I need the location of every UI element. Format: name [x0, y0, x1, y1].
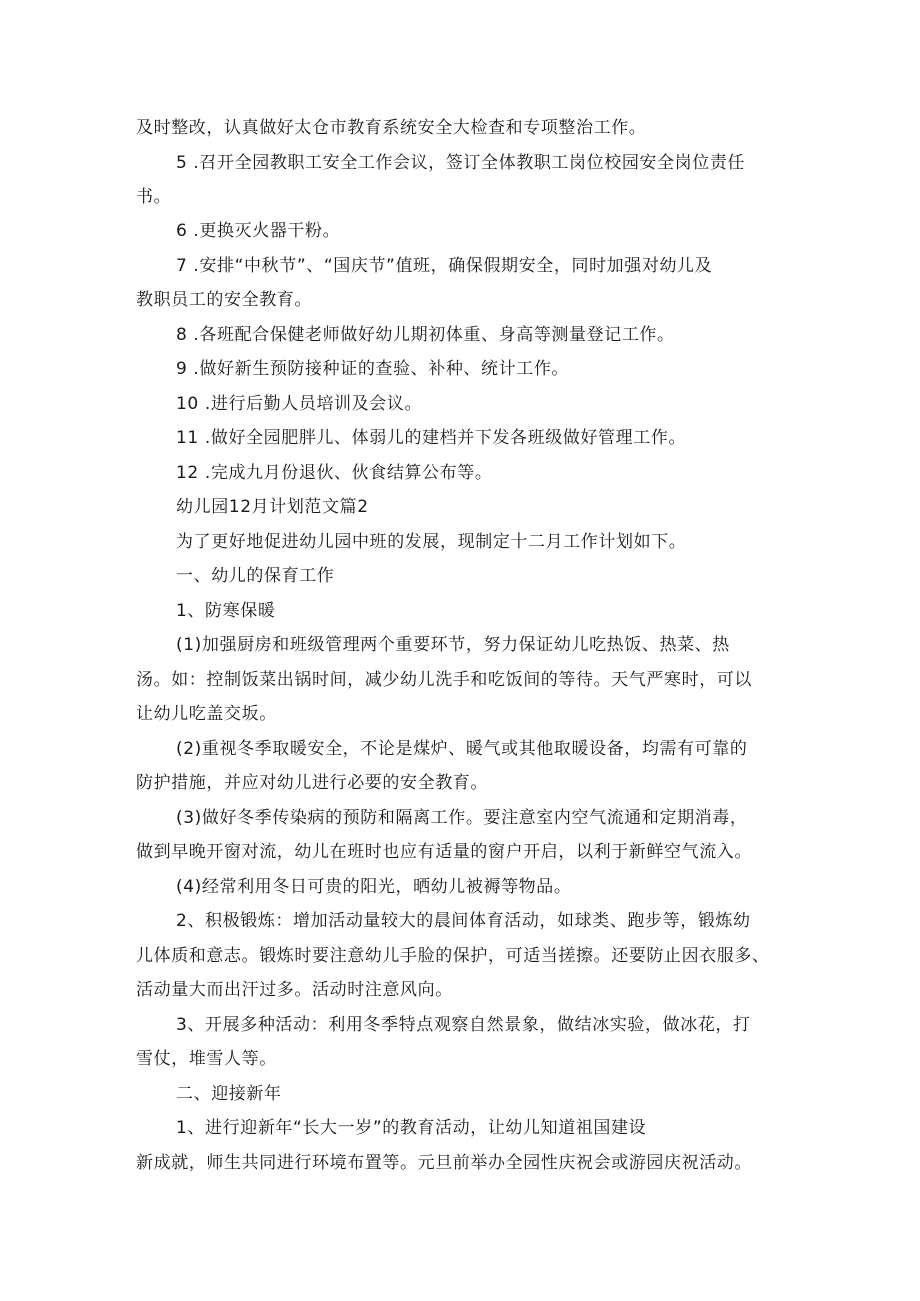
list-item: 3、开展多种活动：利用冬季特点观察自然景象，做结冰实验，做冰花，打 — [176, 1015, 751, 1035]
list-item: 11 .做好全园肥胖儿、体弱儿的建档并下发各班级做好管理工作。 — [176, 428, 687, 448]
list-item: 5 .召开全园教职工安全工作会议，签订全体教职工岗位校园安全岗位责任 — [176, 153, 746, 173]
list-item: 6 .更换灭火器干粉。 — [176, 221, 341, 241]
list-item: 10 .进行后勤人员培训及会议。 — [176, 394, 423, 414]
list-item: 9 .做好新生预防接种证的查验、补种、统计工作。 — [176, 359, 570, 379]
text-line: 教职员工的安全教育。 — [136, 290, 312, 310]
text-line: 做到早晚开窗对流，幼儿在班时也应有适量的窗户开启，以利于新鲜空气流入。 — [136, 842, 752, 862]
list-item: (2)重视冬季取暖安全，不论是煤炉、暖气或其他取暖设备，均需有可靠的 — [176, 739, 748, 759]
list-item: 8 .各班配合保健老师做好幼儿期初体重、身高等测量登记工作。 — [176, 325, 675, 345]
text-line: 新成就，师生共同进行环境布置等。元旦前举办全园性庆祝会或游园庆祝活动。 — [136, 1153, 752, 1173]
text-line: 防护措施，并应对幼儿进行必要的安全教育。 — [136, 773, 488, 793]
section-heading: 二、迎接新年 — [176, 1084, 282, 1104]
text-line: 让幼儿吃盖交坂。 — [136, 704, 277, 724]
text-line: 书。 — [136, 187, 172, 207]
text-line: 雪仗，堆雪人等。 — [136, 1049, 277, 1069]
list-item: 7 .安排“中秋节”、“国庆节”值班，确保假期安全，同时加强对幼儿及 — [176, 256, 713, 276]
list-item: 1、进行迎新年“长大一岁”的教育活动，让幼儿知道祖国建设 — [176, 1118, 647, 1138]
section-heading: 一、幼儿的保育工作 — [176, 566, 335, 586]
text-line: 儿体质和意志。锻炼时要注意幼儿手脸的保护，可适当搓擦。还要防止因衣服多、 — [136, 946, 770, 966]
text-line: 汤。如：控制饭菜出锅时间，减少幼儿洗手和吃饭间的等待。天气严寒时，可以 — [136, 670, 752, 690]
text-line: 活动量大而出汗过多。活动时注意风向。 — [136, 980, 453, 1000]
list-item: (1)加强厨房和班级管理两个重要环节，努力保证幼儿吃热饭、热菜、热 — [176, 635, 730, 655]
list-item: (3)做好冬季传染病的预防和隔离工作。要注意室内空气流通和定期消毒， — [176, 808, 748, 828]
subsection-heading: 1、防寒保暖 — [176, 601, 276, 621]
list-item: 12 .完成九月份退伙、伙食结算公布等。 — [176, 463, 493, 483]
text-line: 及时整改，认真做好太仓市教育系统安全大检查和专项整治工作。 — [136, 118, 647, 138]
list-item: (4)经常利用冬日可贵的阳光，晒幼儿被褥等物品。 — [176, 877, 572, 897]
paragraph: 为了更好地促进幼儿园中班的发展，现制定十二月工作计划如下。 — [176, 532, 687, 552]
section-title: 幼儿园12月计划范文篇2 — [176, 497, 369, 517]
list-item: 2、积极锻炼：增加活动量较大的晨间体育活动，如球类、跑步等，锻炼幼 — [176, 911, 751, 931]
